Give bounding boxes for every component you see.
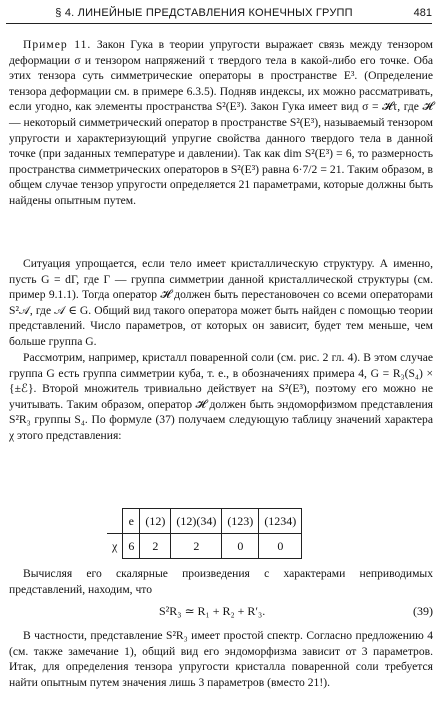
table-header-cell: (12)(34) xyxy=(171,509,222,534)
paragraph-1-text: Закон Гука в теории упругости выражает связь между тензором деформации σ и тензором напряжений τ твердого тела в какой-либо его точке. Оба этих тензора суть симметрические операторы в пространстве E³. (Определение тензора деформации см. в примере 6.3.5). Подняв индексы, их можно рассматривать, если угодно, как элементы пространства S²(E³). Закон Гука имеет вид σ = 𝓗τ, где 𝓗 — некоторый симметрический оператор в пространстве S²(E³), называемый тензором упругости и характеризующий упругие свойства данного твердого тела в данной точке (при заданных температуре и давлении). Так как dim S²(E³) = 6, то размерность пространства симметрических операторов в S²(E³) равна 6·7/2 = 21. Таким образом, в общем случае тензор упругости определяется 21 параметрами, которые должны быть найдены опытным путем. xyxy=(9,38,433,207)
paragraph-conclusion xyxy=(9,628,433,690)
table-header-cell: (12) xyxy=(140,509,171,534)
table-value-cell: 6 xyxy=(123,534,140,559)
paragraph-5-text: В частности, представление S²R₃ имеет простой спектр. Согласно предложению 4 (см. также замечание 1), общий вид его эндоморфизма зависит от 3 параметров. Итак, для определения тензора упругости кристалла поваренной соли требуется найти опытным путем значения лишь 3 параметров (вместо 21!). xyxy=(9,629,433,689)
page-header xyxy=(6,5,432,24)
paragraph-scalar xyxy=(9,566,433,597)
table-value-cell: 0 xyxy=(222,534,259,559)
table-value-cell: 2 xyxy=(140,534,171,559)
paragraph-4-text: Вычисляя его скалярные произведения с характерами неприводимых представлений, находим, что xyxy=(9,567,433,596)
paragraph-crystal xyxy=(9,256,433,350)
table-value-cell: 2 xyxy=(171,534,222,559)
table-value-cell: 0 xyxy=(259,534,302,559)
equation-number: (39) xyxy=(413,604,433,618)
section-title: § 4. ЛИНЕЙНЫЕ ПРЕДСТАВЛЕНИЯ КОНЕЧНЫХ ГРУПП xyxy=(55,7,353,19)
paragraph-3-text: Рассмотрим, например, кристалл поваренной соли (см. рис. 2 гл. 4). В этом случае группа G есть группа симметрии куба, т. е., в обозначениях примера 4, G = R₃(S₄) × {±ℰ}. Второй множитель тривиально действует на S²(E³), поэтому его можно не учитывать. Таким образом, оператор 𝓗 должен быть эндоморфизмом представления S²R₃ группы S₄. По формуле (37) получаем следующую таблицу значений характера χ этого представления: xyxy=(9,351,433,442)
equation-formula: S²R₃ ≃ R₁ + R₂ + R′₃. xyxy=(159,604,266,618)
table-row-label: χ xyxy=(107,534,123,559)
page-number: 481 xyxy=(413,7,432,19)
paragraph-salt xyxy=(9,350,433,444)
table-header-cell: e xyxy=(123,509,140,534)
table-header-cell: (1234) xyxy=(259,509,302,534)
paragraph-example-11 xyxy=(9,37,433,209)
equation-39 xyxy=(9,604,433,622)
example-label: Пример 11. xyxy=(23,38,92,51)
paragraph-2-text: Ситуация упрощается, если тело имеет кристаллическую структуру. А именно, пусть G = dΓ, где Γ — группа симметрии данной кристаллической структуры (см. пример 9.1.1). Тогда оператор 𝓗 должен быть перестановочен со всеми операторами S²𝒜, где 𝒜 ∈ G. Общий вид такого оператора может быть найден с помощью теории представлений. Число параметров, от которых он зависит, будет тем меньше, чем больше группа G. xyxy=(9,257,433,348)
character-table xyxy=(107,508,302,559)
table-header-cell: (123) xyxy=(222,509,259,534)
